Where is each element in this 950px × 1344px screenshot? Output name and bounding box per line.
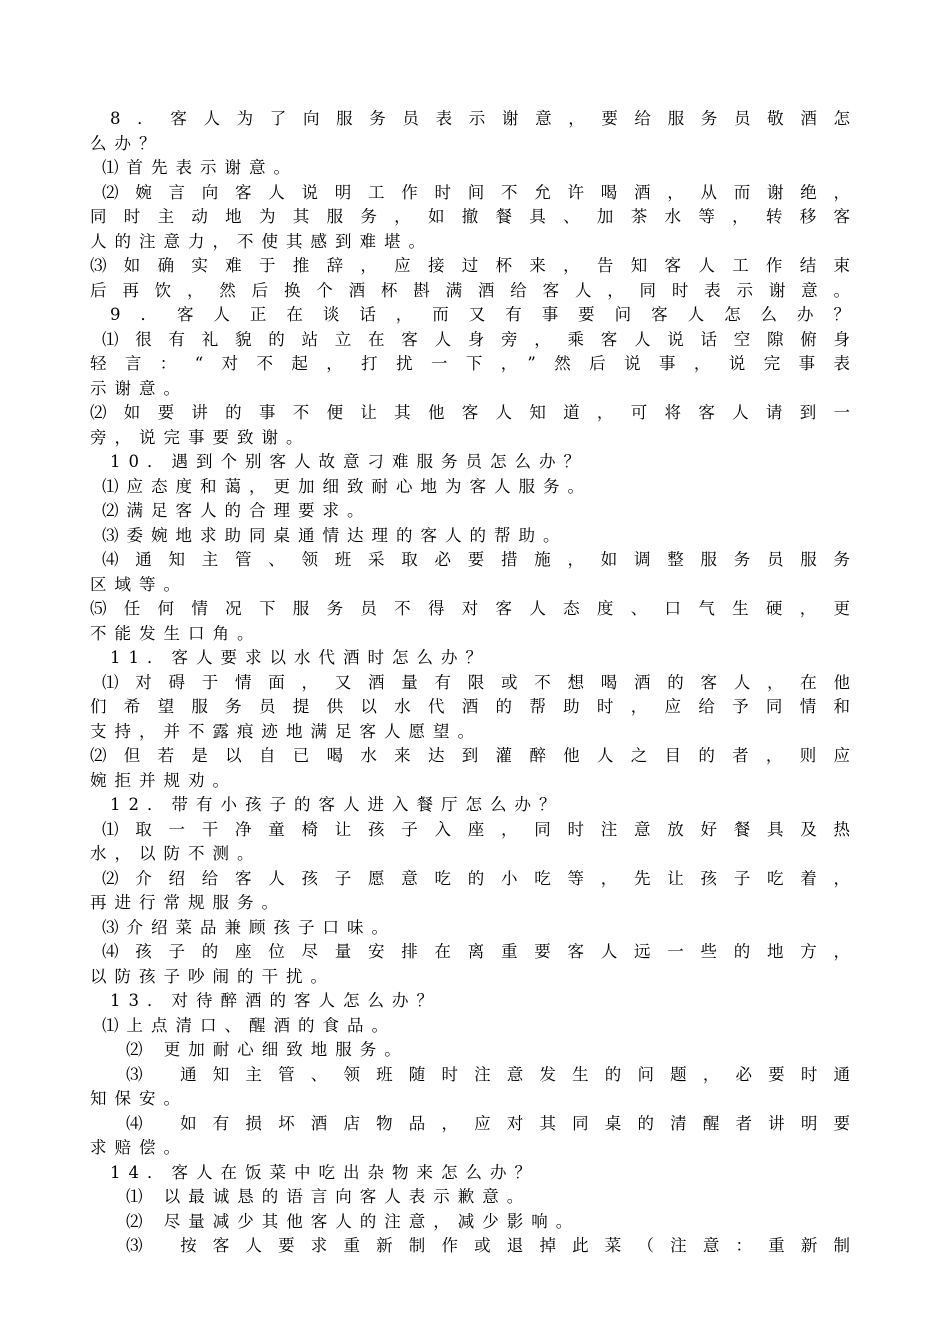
- text-line-content: ⑴应态度和蔼，更加细致耐心地为客人服务。: [102, 476, 592, 496]
- text-line-content: 再进行常规服务。: [90, 893, 286, 912]
- text-line: [90, 867, 850, 892]
- text-line-content: ⑵但若是以自已喝水来达到灌醉他人之目的者，则应: [90, 746, 850, 765]
- text-line-content: 旁，说完事要致谢。: [90, 427, 311, 447]
- text-line-content: 10．遇到个别客人故意刁难服务员怎么办？: [110, 452, 588, 471]
- text-line-content: ⑷ 如有损坏酒店物品，应对其同桌的清醒者讲明要: [126, 1113, 850, 1133]
- text-line: [90, 1210, 850, 1235]
- text-line: [90, 940, 850, 965]
- text-line: [90, 230, 850, 255]
- text-line: [90, 475, 850, 500]
- text-line: [90, 548, 850, 573]
- text-line: [90, 891, 850, 916]
- text-line: [90, 597, 850, 622]
- text-line-content: ⑷通知主管、领班采取必要措施，如调整服务员服务: [102, 550, 850, 569]
- text-line: [90, 622, 850, 647]
- text-line-content: ⑶委婉地求助同桌通情达理的客人的帮助。: [102, 525, 568, 545]
- text-line-content: ⑶如确实难于推辞，应接过杯来，告知客人工作结束: [90, 256, 850, 275]
- text-line-content: ⑷孩子的座位尽量安排在离重要客人远一些的地方，: [102, 942, 850, 961]
- text-line-content: 婉拒并规劝。: [90, 770, 237, 790]
- text-line: [90, 1063, 850, 1088]
- text-line-content: ⑴上点清口、醒酒的食品。: [102, 1015, 396, 1035]
- text-line-content: 支持，并不露痕迹地满足客人愿望。: [90, 721, 482, 741]
- text-line-content: 示谢意。: [90, 378, 188, 398]
- text-line-content: ⑵满足客人的合理要求。: [102, 501, 372, 520]
- text-line-content: ⑵婉言向客人说明工作时间不允许喝酒，从而谢绝，: [102, 182, 850, 202]
- text-line-content: ⑴首先表示谢意。: [102, 158, 298, 177]
- text-line: [90, 1234, 850, 1259]
- text-line-content: ⑶介绍菜品兼顾孩子口味。: [102, 917, 396, 937]
- text-line: [90, 1185, 850, 1210]
- text-line: [90, 1112, 850, 1137]
- text-line: [90, 695, 850, 720]
- text-line: [90, 965, 850, 990]
- text-line-content: ⑵ 尽量减少其他客人的注意，减少影响。: [126, 1211, 581, 1231]
- text-line: [90, 1161, 850, 1186]
- text-line-content: 们希望服务员提供以水代酒的帮助时，应给予同情和: [90, 697, 850, 716]
- text-line: [90, 352, 850, 377]
- text-line: [90, 793, 850, 818]
- text-line-content: 不能发生口角。: [90, 623, 262, 643]
- text-line: [90, 573, 850, 598]
- text-line-content: 11．客人要求以水代酒时怎么办？: [110, 648, 490, 667]
- text-line-content: ⑴对碍于情面，又酒量有限或不想喝酒的客人，在他: [102, 672, 850, 692]
- text-line-content: ⑴取一干净童椅让孩子入座，同时注意放好餐具及热: [102, 819, 850, 839]
- text-line-content: 13．对待醉酒的客人怎么办？: [110, 991, 441, 1010]
- text-line-content: 知保安。: [90, 1089, 188, 1108]
- text-line: [90, 328, 850, 353]
- text-line-content: 区域等。: [90, 574, 188, 594]
- document-body: [90, 107, 850, 1259]
- text-line: [90, 646, 850, 671]
- text-line-content: 么办？: [90, 133, 164, 153]
- text-line: [90, 916, 850, 941]
- text-line: [90, 842, 850, 867]
- text-line: [90, 107, 850, 132]
- text-line-content: ⑸任何情况下服务员不得对客人态度、口气生硬，更: [90, 599, 850, 618]
- text-line-content: ⑵ 更加耐心细致地服务。: [126, 1040, 409, 1059]
- text-line-content: 后再饮，然后换个酒杯斟满酒给客人，同时表示谢意。: [90, 280, 850, 300]
- text-line-content: 9．客人正在谈话，而又有事要问客人怎么办？: [110, 305, 850, 324]
- text-line-content: 14．客人在饭菜中吃出杂物来怎么办？: [110, 1162, 539, 1182]
- text-line: [90, 132, 850, 157]
- text-line-content: 同时主动地为其服务，如撤餐具、加茶水等，转移客: [90, 207, 850, 226]
- text-line: [90, 401, 850, 426]
- text-line: [90, 377, 850, 402]
- text-line-content: ⑵介绍给客人孩子愿意吃的小吃等，先让孩子吃着，: [102, 868, 850, 888]
- text-line: [90, 499, 850, 524]
- text-line: [90, 720, 850, 745]
- text-line: [90, 426, 850, 451]
- text-line: [90, 450, 850, 475]
- text-line-content: 12．带有小孩子的客人进入餐厅怎么办？: [110, 795, 564, 814]
- text-line: [90, 1087, 850, 1112]
- text-line-content: ⑴很有礼貌的站立在客人身旁，乘客人说话空隙俯身: [102, 329, 850, 349]
- text-line: [90, 279, 850, 304]
- text-line-content: ⑶ 通知主管、领班随时注意发生的问题，必要时通: [126, 1064, 850, 1084]
- text-line-content: 轻言：“对不起，打扰一下，”然后说事，说完事表: [90, 354, 850, 373]
- text-line: [90, 156, 850, 181]
- text-line: [90, 818, 850, 843]
- text-line: [90, 205, 850, 230]
- text-line-content: 以防孩子吵闹的干扰。: [90, 966, 335, 986]
- text-line: [90, 1038, 850, 1063]
- text-line: [90, 1136, 850, 1161]
- text-line: [90, 303, 850, 328]
- text-line: [90, 671, 850, 696]
- text-line-content: 水，以防不测。: [90, 844, 262, 863]
- text-line: [90, 989, 850, 1014]
- text-line-content: 8．客人为了向服务员表示谢意，要给服务员敬酒怎: [110, 109, 850, 128]
- text-line: [90, 744, 850, 769]
- text-line-content: 求赔偿。: [90, 1138, 188, 1157]
- text-line-content: ⑵如要讲的事不便让其他客人知道，可将客人请到一: [90, 403, 850, 422]
- text-line: [90, 769, 850, 794]
- text-line: [90, 524, 850, 549]
- text-line: [90, 254, 850, 279]
- text-line-content: ⑴ 以最诚恳的语言向客人表示歉意。: [126, 1187, 532, 1206]
- text-line: [90, 181, 850, 206]
- text-line: [90, 1014, 850, 1039]
- text-line-content: 人的注意力，不使其感到难堪。: [90, 231, 433, 251]
- text-line-content: ⑶ 按客人要求重新制作或退掉此菜（注意：重新制: [126, 1236, 850, 1255]
